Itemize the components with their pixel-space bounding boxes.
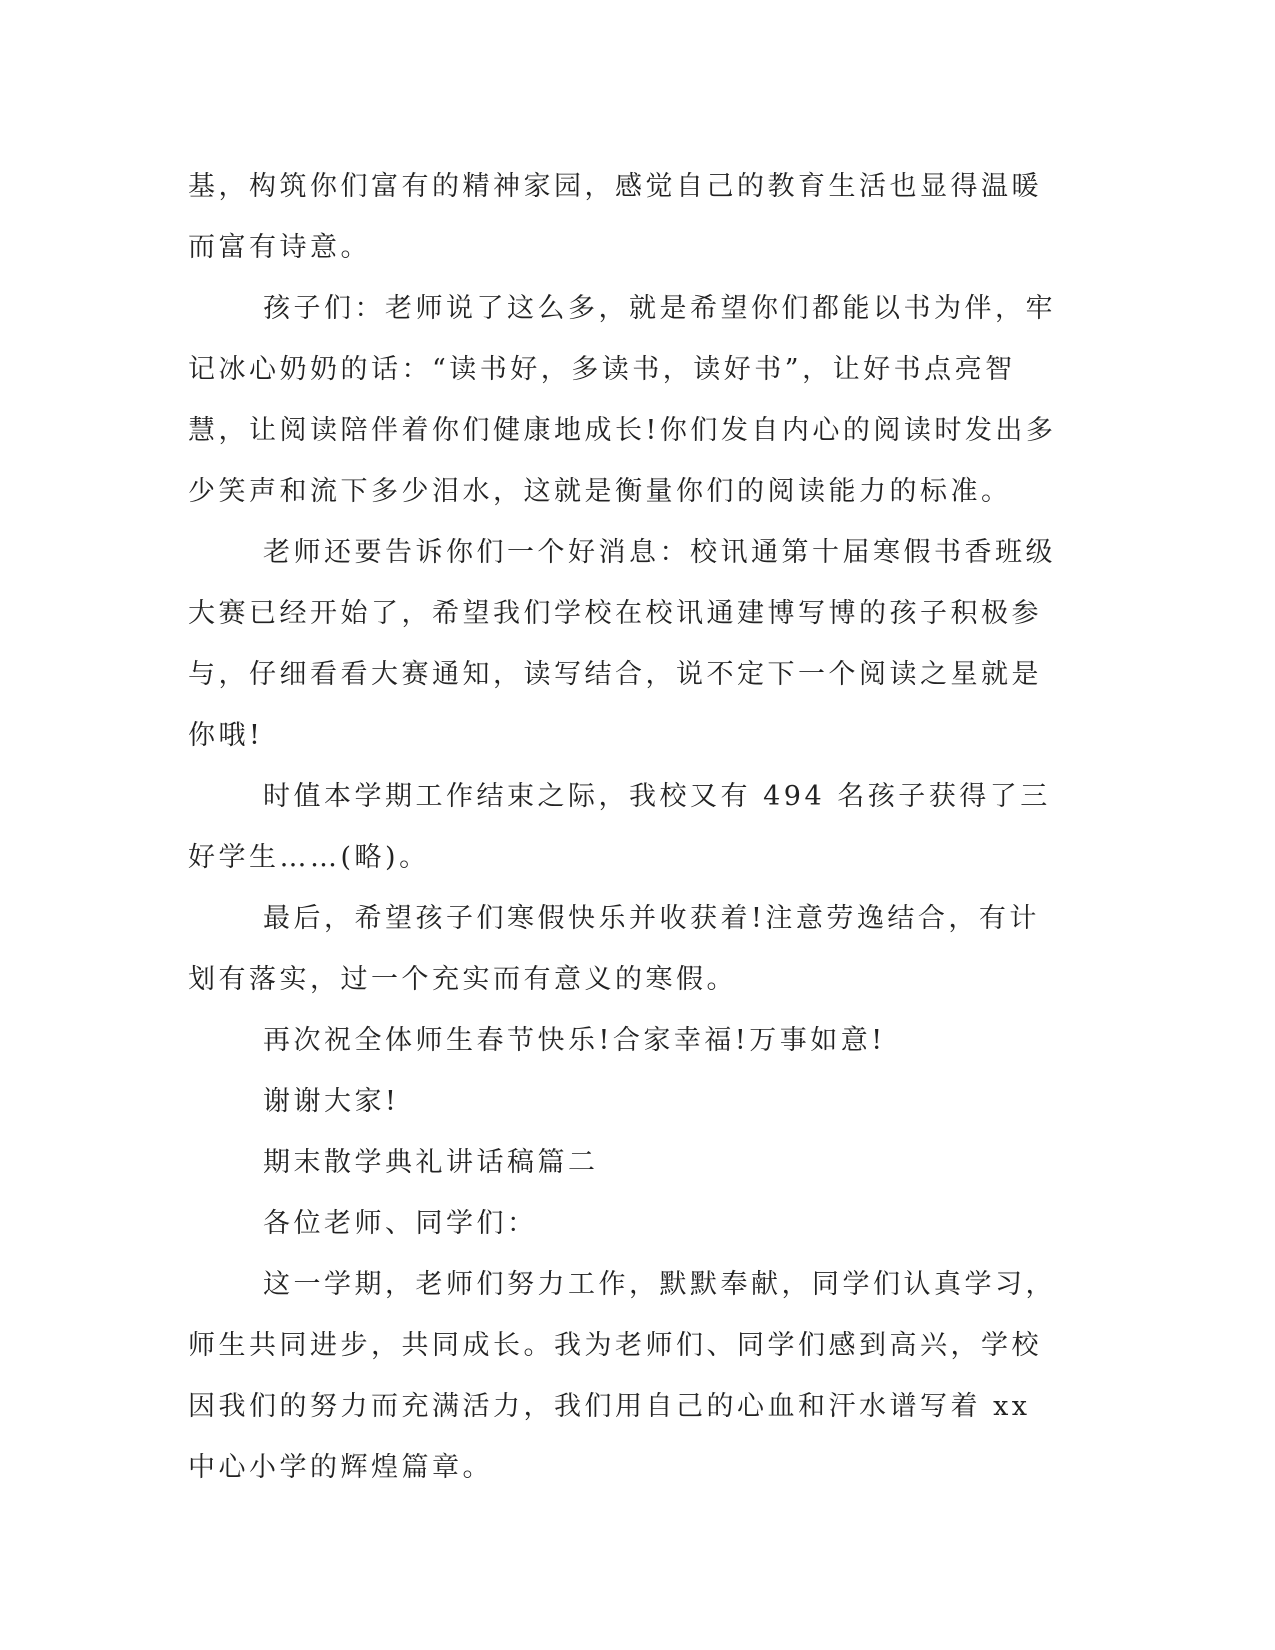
paragraph-10: 这一学期，老师们努力工作，默默奉献，同学们认真学习，师生共同进步，共同成长。我为老师们、同学们感到高兴，学校因我们的努力而充满活力，我们用自己的心血和汗水谱写着 xx 中心小学的辉煌篇章。 xyxy=(188,1269,1056,1483)
paragraph-5: 最后，希望孩子们寒假快乐并收获着!注意劳逸结合，有计划有落实，过一个充实而有意义的寒假。 xyxy=(188,903,1040,995)
paragraph-4: 时值本学期工作结束之际，我校又有 494 名孩子获得了三好学生……(略)。 xyxy=(188,781,1051,873)
salutation: 各位老师、同学们： xyxy=(263,1208,538,1239)
document-body xyxy=(188,156,1068,1498)
paragraph-3: 老师还要告诉你们一个好消息：校讯通第十届寒假书香班级大赛已经开始了，希望我们学校在校讯通建博写博的孩子积极参与，仔细看看大赛通知，读写结合，说不定下一个阅读之星就是你哦! xyxy=(188,537,1056,751)
paragraph-2: 孩子们：老师说了这么多，就是希望你们都能以书为伴，牢记冰心奶奶的话：“读书好，多读书，读好书”，让好书点亮智慧，让阅读陪伴着你们健康地成长!你们发自内心的阅读时发出多少笑声和流下多少泪水，这就是衡量你们的阅读能力的标准。 xyxy=(188,293,1057,507)
paragraph-6: 再次祝全体师生春节快乐!合家幸福!万事如意! xyxy=(263,1025,886,1056)
section-heading: 期末散学典礼讲话稿篇二 xyxy=(263,1147,599,1178)
paragraph-1: 基，构筑你们富有的精神家园，感觉自己的教育生活也显得温暖而富有诗意。 xyxy=(188,171,1042,263)
paragraph-7: 谢谢大家! xyxy=(263,1086,400,1117)
